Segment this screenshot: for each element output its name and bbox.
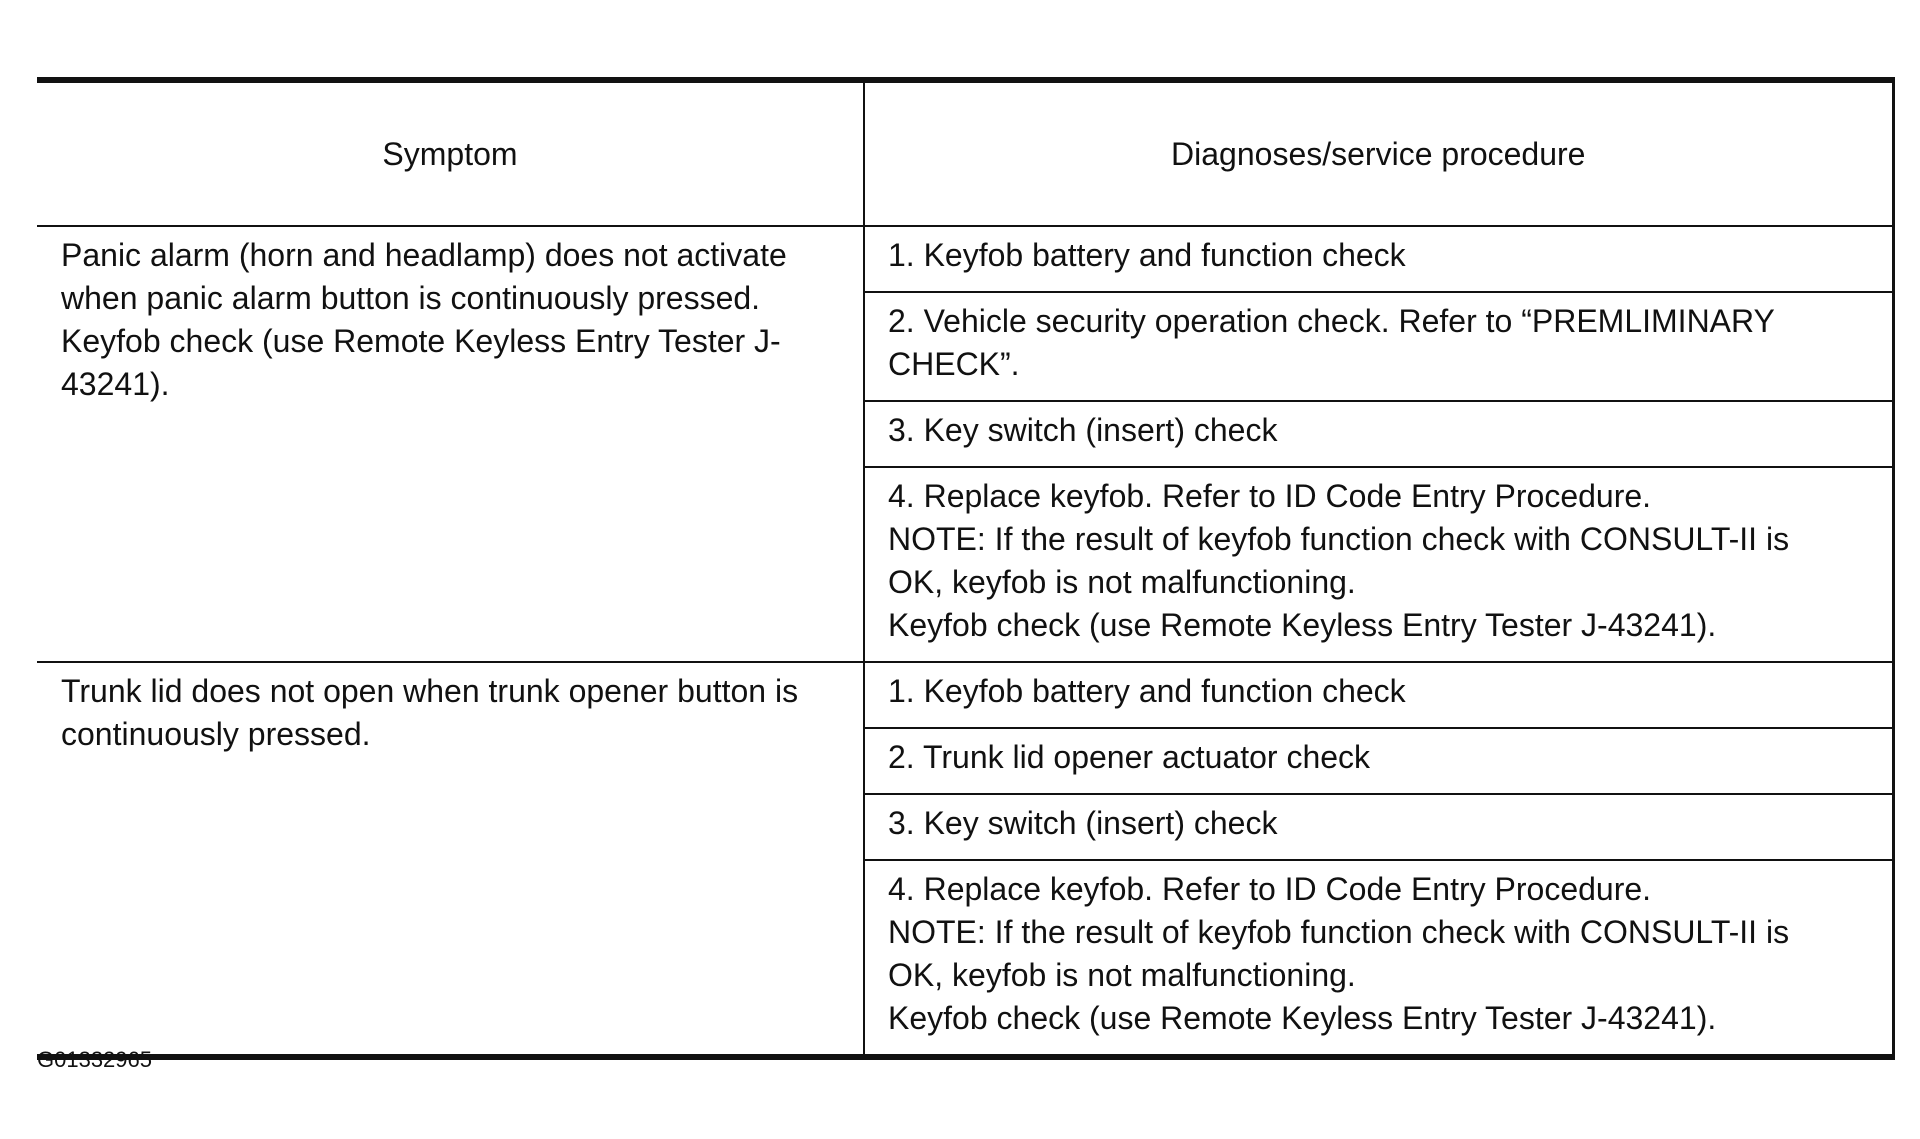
symptom-text-line: continuously pressed. [61,716,371,752]
procedure-text-line: NOTE: If the result of keyfob function check with CONSULT-II is [888,521,1790,557]
symptom-column-header: Symptom [37,80,864,226]
procedure-text-line: CHECK”. [888,346,1020,382]
procedure-text-line: 4. Replace keyfob. Refer to ID Code Entry Procedure. [888,478,1652,514]
procedure-text-line: 1. Keyfob battery and function check [888,237,1406,273]
symptom-cell [37,662,864,1057]
procedure-text-line: NOTE: If the result of keyfob function check with CONSULT-II is [888,914,1790,950]
procedure-text-line: 2. Vehicle security operation check. Refer to “PREMLIMINARY [888,303,1775,339]
procedure-column-header: Diagnoses/service procedure [864,80,1893,226]
procedure-step-cell [864,794,1893,860]
symptom-text-line: Keyfob check (use Remote Keyless Entry Tester J- [61,323,781,359]
symptom-text-line: 43241). [61,366,170,402]
symptom-diagnosis-table [37,77,1895,1060]
procedure-text-line: 2. Trunk lid opener actuator check [888,739,1371,775]
procedure-text-line: 1. Keyfob battery and function check [888,673,1406,709]
procedure-text-line: OK, keyfob is not malfunctioning. [888,957,1356,993]
procedure-step-cell [864,467,1893,662]
table-header-row [37,80,1893,226]
procedure-step-cell [864,226,1893,292]
figure-code: G01332965 [37,1047,152,1072]
procedure-step-cell [864,860,1893,1057]
table-row [37,662,1893,728]
table-row [37,226,1893,292]
procedure-step-cell [864,292,1893,401]
procedure-text-line: OK, keyfob is not malfunctioning. [888,564,1356,600]
table-body [37,226,1893,1057]
symptom-text-line: when panic alarm button is continuously pressed. [61,280,761,316]
symptom-cell [37,226,864,662]
procedure-text-line: Keyfob check (use Remote Keyless Entry Tester J-43241). [888,1000,1717,1036]
procedure-text-line: 4. Replace keyfob. Refer to ID Code Entry Procedure. [888,871,1652,907]
procedure-text-line: Keyfob check (use Remote Keyless Entry Tester J-43241). [888,607,1717,643]
procedure-text-line: 3. Key switch (insert) check [888,412,1278,448]
symptom-text-line: Panic alarm (horn and headlamp) does not activate [61,237,787,273]
procedure-text-line: 3. Key switch (insert) check [888,805,1278,841]
symptom-text-line: Trunk lid does not open when trunk opener button is [61,673,799,709]
procedure-step-cell [864,401,1893,467]
procedure-step-cell [864,662,1893,728]
procedure-step-cell [864,728,1893,794]
